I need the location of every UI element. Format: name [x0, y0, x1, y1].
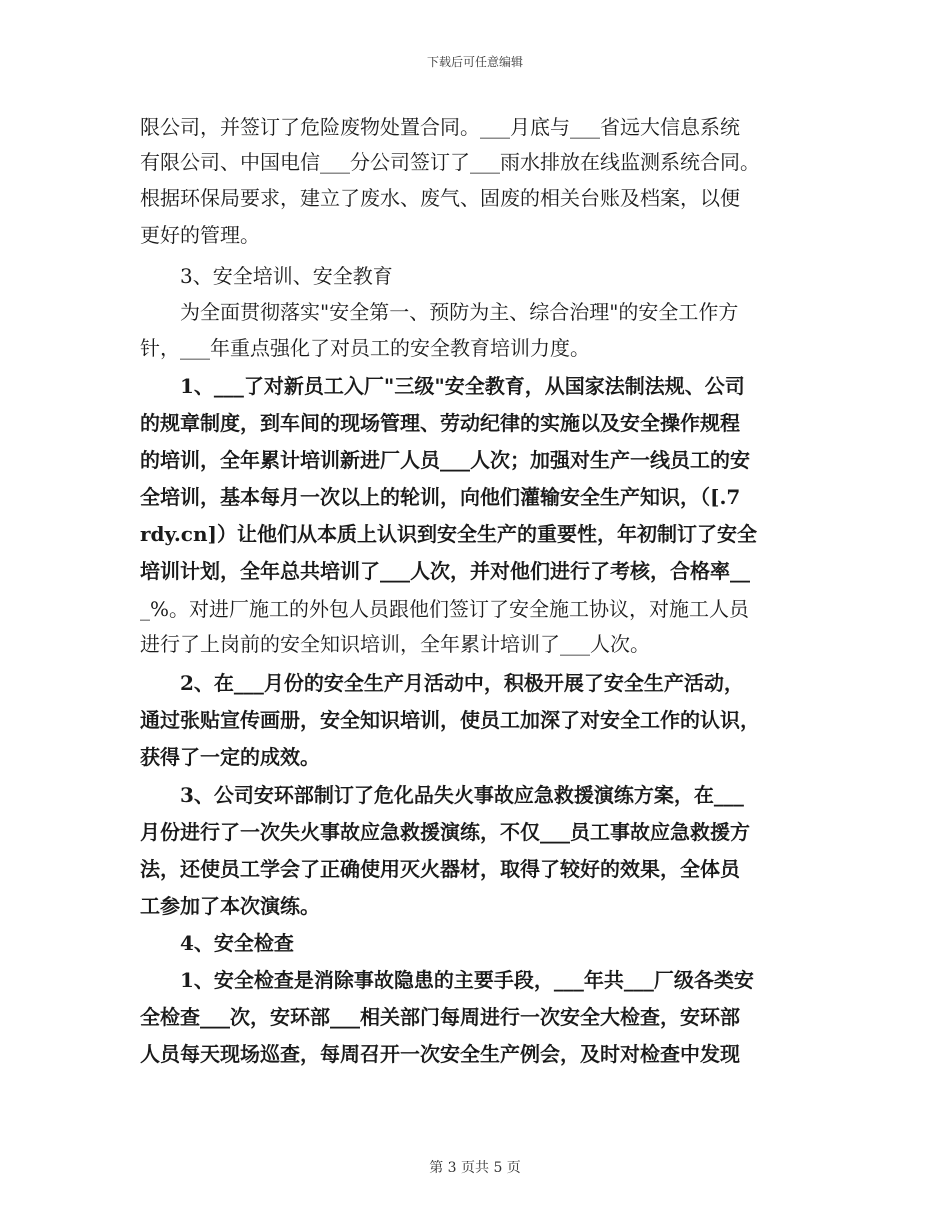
text-line: 全检查___次，安环部___相关部门每周进行一次安全大检查，安环部	[140, 1005, 740, 1029]
text-line: 的培训，全年累计培训新进厂人员___人次；加强对生产一线员工的安	[140, 448, 750, 472]
section-heading: 3、安全培训、安全教育	[180, 264, 393, 288]
text-line: 全培训，基本每月一次以上的轮训，向他们灌输安全生产知识，（[.7	[140, 485, 741, 509]
page-header: 下载后可任意编辑	[426, 55, 523, 69]
text-line: 进行了上岗前的安全知识培训，全年累计培训了___人次。	[140, 632, 650, 656]
text-line: 限公司，并签订了危险废物处置合同。___月底与___省远大信息系统	[140, 115, 740, 139]
text-line: 2、在___月份的安全生产月活动中，积极开展了安全生产活动，	[180, 671, 744, 695]
text-line: rdy.cn]）让他们从本质上认识到安全生产的重要性，年初制订了安全	[140, 522, 757, 546]
text-line: 培训计划，全年总共培训了___人次，并对他们进行了考核，合格率__	[140, 559, 750, 583]
text-line: 法，还使员工学会了正确使用灭火器材，取得了较好的效果，全体员	[140, 857, 740, 881]
text-line: 月份进行了一次失火事故应急救援演练，不仅___员工事故应急救援方	[140, 820, 750, 844]
text-line: _%。对进厂施工的外包人员跟他们签订了安全施工协议，对施工人员	[140, 597, 750, 621]
text-line: 有限公司、中国电信___分公司签订了___雨水排放在线监测系统合同。	[140, 150, 760, 174]
text-line: 针，___年重点强化了对员工的安全教育培训力度。	[140, 336, 590, 360]
text-line: 根据环保局要求，建立了废水、废气、固废的相关台账及档案，以便	[140, 186, 740, 210]
text-line: 更好的管理。	[140, 223, 260, 247]
section-heading: 4、安全检查	[180, 931, 294, 955]
text-line: 为全面贯彻落实"安全第一、预防为主、综合治理"的安全工作方	[180, 300, 739, 324]
text-line: 1、安全检查是消除事故隐患的主要手段，___年共___厂级各类安	[180, 968, 754, 992]
text-line: 工参加了本次演练。	[140, 894, 320, 918]
text-line: 的规章制度，到车间的现场管理、劳动纪律的实施以及安全操作规程	[140, 411, 740, 435]
text-line: 人员每天现场巡查，每周召开一次安全生产例会，及时对检查中发现	[140, 1042, 740, 1066]
text-line: 通过张贴宣传画册，安全知识培训，使员工加深了对安全工作的认识，	[140, 708, 760, 732]
text-line: 获得了一定的成效。	[140, 745, 320, 769]
page-footer: 第 3 页共 5 页	[429, 1160, 521, 1176]
text-line: 1、___了对新员工入厂"三级"安全教育，从国家法制法规、公司	[180, 374, 745, 398]
text-line: 3、公司安环部制订了危化品失火事故应急救援演练方案，在___	[180, 783, 744, 807]
